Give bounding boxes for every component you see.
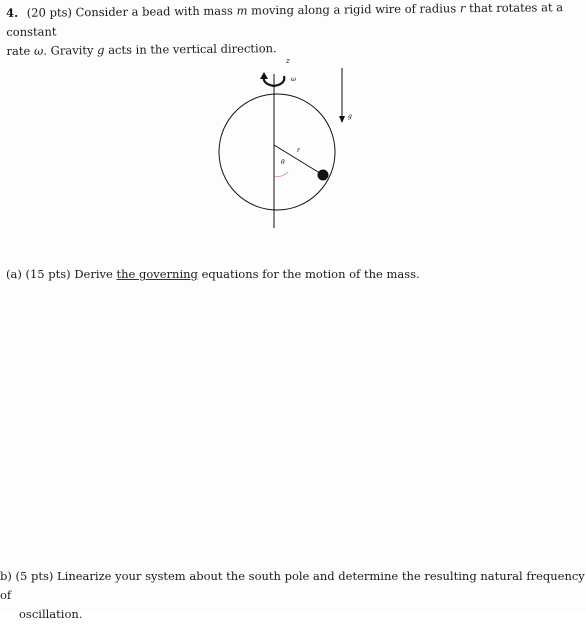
part-b-question: [0, 567, 586, 624]
wire-hoop: [219, 94, 335, 210]
bead-on-wire-figure: [200, 52, 370, 232]
problem-text-1a: Consider a bead with mass: [75, 3, 233, 20]
axis-label: z: [286, 57, 290, 65]
radius-label: r: [297, 147, 300, 154]
gravity-symbol: g: [97, 42, 105, 58]
problem-text-1b: moving along a rigid wire of radius: [251, 1, 457, 18]
omega-label: ω: [291, 76, 296, 83]
mass-symbol: m: [236, 3, 248, 18]
part-b-label: b): [0, 569, 12, 583]
part-a-text-underlined: the governing: [116, 267, 198, 281]
problem-number: 4.: [6, 5, 19, 20]
part-a-points: (15 pts): [25, 267, 71, 281]
part-a-label: (a): [6, 267, 22, 281]
part-a-text-post: equations for the motion of the mass.: [201, 267, 420, 281]
part-a-text-pre: Derive: [74, 267, 113, 281]
part-b-text-line1: Linearize your system about the south pole and determine the resulting natural frequency of: [0, 569, 585, 602]
part-b-points: (5 pts): [15, 569, 54, 583]
angle-arc: [274, 172, 288, 177]
gravity-label: g: [348, 113, 352, 120]
bead-mass: [318, 170, 329, 181]
problem-text-1c: that rotates at a constant: [6, 0, 564, 39]
problem-text-2a: rate: [6, 43, 31, 58]
part-b-text-line2: oscillation.: [19, 607, 83, 621]
problem-text-2c: acts in the vertical direction.: [108, 41, 277, 57]
problem-points: (20 pts): [26, 5, 72, 20]
radius-symbol: r: [459, 1, 466, 16]
part-a-question: [6, 266, 420, 282]
rotation-arrowhead-icon: [260, 72, 268, 79]
gravity-arrowhead-icon: [339, 116, 345, 123]
angle-label: θ: [281, 159, 285, 166]
omega-symbol: ω.: [33, 43, 48, 58]
problem-text-2b: Gravity: [50, 43, 94, 58]
